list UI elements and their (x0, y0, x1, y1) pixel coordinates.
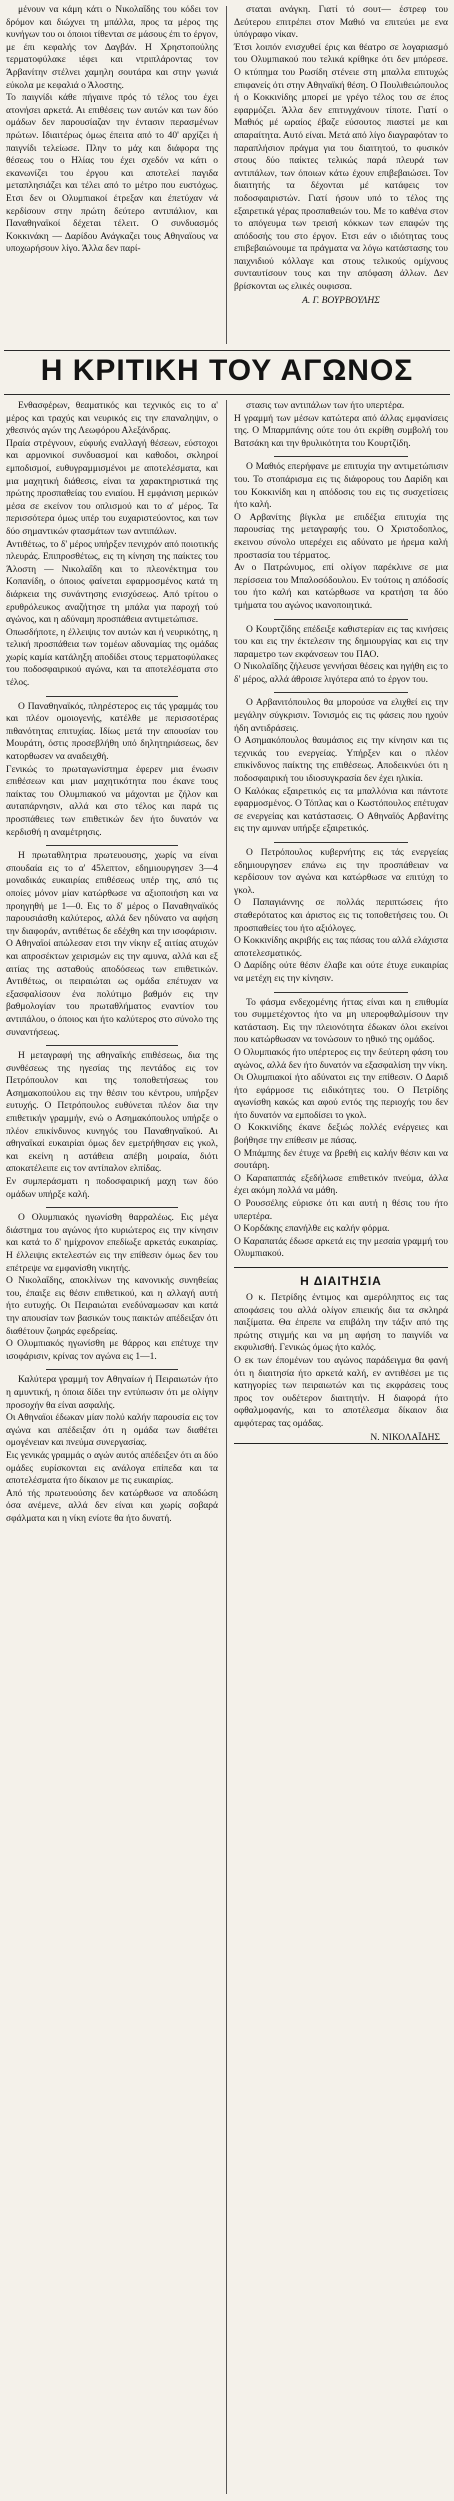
critique-left-paragraph: Ο Παναθηναϊκός, πληρέστερος εις τάς γραμμάς του και πλέον ομοιογενής, κατέλθε με περισσοτέρας πιθανότητας επιτυχίας. Ιδίως μετά την απουσίαν του Μουράτη, όστις προσεβλήθη υπό δηλητηριάσεως, δεν κατορθωσεν να αναδειχθή. Γενικώς το πρωταγωνίστημα έφερεν μια ένωσιν επιθέσεων και μιαν μαχητικότητα που έκανε τους παίκτας του Ολυμπιακού να μάχονται με ζήλον και αυταπάρνησιν, αλλά και στο τέλος και παρά τις προσπάθειες των επιθετικών δεν ήτο δυνατόν να κερδισθή η αναμέτρησις. (6, 701, 218, 838)
top-article-column-2 (234, 4, 448, 306)
paragraph-separator (274, 619, 408, 620)
main-column-divider (226, 400, 227, 2494)
critique-right-paragraph: Ο Μαθιός επερήφανε με επιτυχία την αντιμετώπισιν του. Το στοπάρισμα εις τις διάφορους του Δαρίδη και του Κοκκινίδη και η απόδοσις του εις τις συσχετίσεις ήτο καλή. Ο Αρβανίτης βίγκλα με επιδέξια επιτυχία της παρουσίας της μεταγραφής του. Ο Χριστοδοπλος, εκεινου σύνολο υπερέχει εις αδύνατο με ήρεμα καλή προστασία του τέρματος. Αν ο Πατρώνυμος, επί ολίγον παρέκλινε σε μια περίσσεια του Μπαλοσόδουλου. Εν τούτοις η απόδοσίς του ήτο καλή και κατώρθωσε να κρατήση τα δύο τμήματα του αγώνος ικανοποιητικά. (234, 462, 448, 611)
top-article-signature: Α. Γ. ΒΟΥΡΒΟΥΛΗΣ (302, 295, 380, 306)
critique-right-paragraph: Το φάσμα ενδεχομένης ήττας είναι και η επιθυμία του συμμετέχοντος ήτο να μη υπεροφθαλμίσουν την κατάσταση. Εις την πλειονότητα έδωκαν όλοι εκείνοι που κατώρθωσαν να τονώσουν το ηθικό της ομάδος. Ο Ολυμπιακός ήτο υπέρτερος εις την δεύτερη φάση του αγώνος, αλλά δεν ήτο δυνατόν να εξασφαλίση την νίκη. Οι Ολυμπιακοί ήτο αδύνατοι εις την επίθεσιν. Ο Δαριδ ήτο εφάρμοσε τις ειδικότητες του. Ο Πετρίδης αγωνίσθη κακώς και αφού εντός της περιοχής του δεν ήτο δυνατόν να εμποδίσει το γκολ. Ο Κοκκινίδης έκανε δεξιώς πολλές ενέργειες και βοήθησε την επίθεσιν με πάσας. Ο Μπάμπης δεν έτυχε να βρεθή εις καλήν θέσιν και να σουτάρη. Ο Καραπαππάς εξεδήλωσε επιθετικόν πνεύμα, άλλα έχει ακόμη πολλά να μάθη. Ο Ρουσσέλης εύρισκε ότι και αυτή η θέσις του ήτο υπερτέρα. Ο Κορδάκης επανήλθε εις καλήν φόρμα. Ο Καραπατάς έδωσε αρκετά εις την μεσαία γραμμή του Ολυμπιακού. (234, 997, 448, 1260)
top-column-divider (226, 6, 227, 344)
paragraph-separator (46, 845, 178, 846)
critique-left-paragraph: Η πρωταθλητρια πρωτευουσης, χωρίς να είναι σπουδαία εις το α' 45λεπτον, εδημιουργησεν 3—4 μοναδικάς ευκαιρίας επιθέσεως υπέρ της, από τις οποίες μόνον μίαν κατώρθωσε να αξιοποιήση και να προηγηθή με 1—0. Εις το δ' μέρος ο Παναθηναϊκός παρουσιάσθη καλύτερος, αλλά δεν ηδύνατο να αφήση την διαφοράν, αντιθέτως δε εδέχθη και την ισοφάρισιν. Ο Αθηναϊοί απώλεσαν ετσι την νίκην εξ αιτίας ατυχών και απροσέκτων χειρισμών εις την αμυνα, αλλά και εξ αιτίας της ασταθούς αποδόσεως των επιθετικών. Αντιθέτως, οι πειραιώται ως ομάδα επέτυχαν να εξασφαλίσουν ένα πολύτιμο βαθμόν εις την βαθμολογίαν του πρωταθλήματος εναντίον του αντιπάλου, ο όποιος και ήτο καλύτερος στο σύνολο της συναντήσεως. (6, 851, 218, 1038)
referee-section-text: Ο κ. Πετρίδης έντιμος και αμερόληπτος εις τας αποφάσεις του αλλά ολίγον επιεικής δια τα σκληρά παιξίματα. Θα έπρεπε να επιβάλη την τάξιν από της πρώτης στιγμής και να μη αφήση το παιγνίδι να εκφυλισθή. Γενικώς όμως ήτο καλός. Ο εκ των έπομένων του αγώνος παράδειγμα θα φανή ότι η διαιτησία ήτο αρκετά καλή, εν αντιθέσει με τις κατηγορίες των πειραιωτών και τις εκφράσεις τους προς τον ουδέτερον διαιτητήν. Η διαφορά ήτο οφθαλμοφανής, και το αποτέλεσμα δίκαιον δια αμφότερας τας ομάδας. (234, 1293, 448, 1429)
top-article-text-2: σταται ανάγκη. Γιατί τό σουτ— έστρεφ του Δεύτερου επιτρέπει στον Μαθιό να επιτεύει με ενα ύπόγραφο νίκαν. Έτσι λοιπόν ενισχυθεί έρις και θέατρο σε λογαριασμό του Ολυμπιακού που τελικά κρίθηκε ότι δεν μπόρεσε. Ο κτύπημα του Ρωσίδη στένειε στη μπαλλα επιτυχώς επιφανείς ότι στην Αθηναϊκή θέση. Ο Πουλιθειώπουλος ή ο Κοκκινίδης μπορεί με γρέγο τέλος του σε έπος εφαρμόζει. Άλλα δεν επιτυγχάνουν τίποτε. Γιατί ο Μαθιός μέ ωραίος έβαζε εύσουτος πιαστεί με και απαραίτητα. Αυτό είναι. Μετά από λίγο διαγραφόταν το παραπλήσιον πράγμα για του διαιτητού, το φυσικόν στους δύο παίκτες τελικώς παρά πλευρά των αντιπάλων, των όποιων κάτω έχουν επιβεβαιώσει. Τον διαιτητής τα δέχονται μέ κατάφεις τον ποδοσφαιριστών. Γιατί ήσουν υπό το τέλος της εξαιρετικά γέρας προσπαθειών του. Με το καθένα στον το απόγευμα των τρεισή κόκκων των επαφών της απόδοσής του στο έργον. Ετσι εάν ο ιδιότητας τους επιβεβαιώνουμε τα πράγματα να λόγω κατάστασης του παιχνιδιού κόλλαγε και στους τελικούς ομίχνους συνταυτίσουν τους και την απόφαση άλλων. Δεν βρίσκονται ως ελικές ουφισσα. (234, 5, 448, 293)
paragraph-separator (46, 1045, 178, 1046)
paragraph-separator (274, 842, 408, 843)
paragraph-separator (46, 1369, 178, 1370)
paragraph-separator (274, 456, 408, 457)
headline: Η ΚΡΙΤΙΚΗ ΤΟΥ ΑΓΩΝΟΣ (40, 354, 414, 387)
critique-right-column (234, 400, 448, 1444)
critique-left-paragraph: Ο Ολυμπιακός ηγωνίσθη θαρραλέως. Εις μέγα διάστημα του αγώνος ήτο κυριώτερος εις την κίνησιν και κατά το δ' ημίχρονον επεδίωξε αρκετάς ευκαιρίας. Η έλλειψις εκτελεστών εις την επίθεσιν όμως δεν του επέτρεψε να εμφανίσθη νικητής. Ο Νικολαΐδης, αποκλίνων της κανονικής συνηθείας του, έπαιξε εις θέσιν επιθετικού, και η αλλαγή αυτή ήτο ευτυχής. Οι Πειραιώται ενεδύναμωσαν και κατά την απουσίαν των βασικών τους παικτών απέδειξαν ότι διαθέτουν ζωηράς εφεδρείας. Ο Ολυμπιακός ηγωνίσθη με θάρρος και επέτυχε την ισοφάρισιν, κρίνας τον αγώνα εις 1—1. (6, 1213, 218, 1362)
critique-left-paragraph: Ενθασφέρων, θεαματικός και τεχνικός εις το α' μέρος και τραχύς και νευρικός εις την επαναληψιν, ο χθεσινός αγών της Λεωφόρου Αλεξάνδρας. Πραία στρέγνουν, εύφυής εναλλαγή θέσεων, εύστοχοι και αρμονικοί συνδυασμοί και καθοδοι, σκληροί εμποδισμοί, ευθυγραμμισμένοι με αποτελέσματα, και μια μαχητική διάθεσις, είναι τα χαρακτηριστικά της πρώτης προσπαθείας του ενιαίου. Η εμφάνιση μερικών μέσα σε εκείνον του οπλισμού και το α' μέρος. Τα περισσότερα όμως υπέρ του ευχαριστεύοντος, και των δύο σημαντικών φτασμάτων των αντιπάλων. Αντιθέτως, το δ' μέρος υπήρξεν πενιχρόν από ποιοτικής πλευράς. Επιπροσθέτως, εις τη κίνηση της παίκτες του Άλοστη — Νικολαΐδη και το πλεονέκτημα του Κοπανίδη, ο όποιος φαίνεται εφαρμοσμένος κατά τη διάρκεια της συνάντησης ενισχύσεως. Από τρίτου ο ερυθρόλευκος αναζήτησε τη μπάλα για παροχή τού αγώνος, και η αδύναμη προσπάθεια αντιμετώπισε. Οπωσδήποτε, η έλλειψις τον αυτών και ή νευρικότης, η τελική προσπάθεια των τομέων αδυναμίας της ομάδας χωρίς καμία κατάληξη αποδίδει στους τερματοφύλακες του ποδοσφαιρικού αγώνα, και τα αποτελέσματα στο τέλος. (6, 401, 218, 689)
critique-right-paragraph: Ο Αρβανιτόπουλος θα μπορούσε να ελιχθεί εις την μεγάλην σύγκρισιν. Τονισμός εις τις φάσεις που ηχούν ήδη αντιδράσεις. Ο Ασημακόπουλος θαυμάσιος εις την κίνησιν και τις τεχνικάς του ενεργείας. Υπήρξεν και ο πλέον επικίνδυνος παίκτης της επιθέσεως. Αποδεικνύει ότι η ποδοσφαιρική του ιδιοσυγκρασία δεν έχει ηλικία. Ο Καλόκας εξαιρετικός εις τα μπαλλόνια και πάντοτε εφαρμοσμένος. Ο Τόπλας και ο Κωστόπουλος επέτυχαν σε ενεργείας και κατάστασεις. Ο Αθηναϊός Αρβανίτης εις την αμυναν υπήρξε εξαιρετικός. (234, 698, 448, 835)
referee-section-signature: Ν. ΝΙΚΟΛΑΪΔΗΣ (370, 1432, 440, 1443)
paragraph-separator (46, 1207, 178, 1208)
critique-right-paragraph: Ο Πετρόπουλος κυβερνήτης εις τάς ενεργείας εδημιουργησεν επάνω εις την προσπάθειαν να κερδίσουν τον αγώνα και κατώρθωσε να επιτύχη το γκολ. Ο Παπαγιάννης σε πολλάς περιπτώσεις ήτο σταθερότατος και άριστος εις τις τοποθετήσεις του. Οι προσπαθείες του ήτο αξιόλογες. Ο Κοκκινίδης ακριβής εις τας πάσας του αλλά ελάχιστα αποτελεσματικός. Ο Δαρίδης ούτε θέσιν έλαβε και ούτε έτυχε ευκαιρίας να μετέχη εις την κίνησιν. (234, 848, 448, 984)
critique-left-paragraph: Η μεταγραφή της αθηναϊκής επιθέσεως, δια της συνθέσεως της ηγεσίας της πεντάδος εις τον Πετρόπουλον και της τοποθετήσεως του Ασημακοπούλου εις την θέσιν του κέντρου, υπήρξεν ευτυχής. Ο Πετρόπουλος ευθύνεται πλέον δια την επιθετικήν γραμμήν, ενώ ο Ασημακόπουλος υπήρξε ο πλέον επικίνδυνος κυνηγός του Παναθηναϊκού. Αι αθηναϊκαί ευκαιρίαι όμως δεν εμετρήθησαν εις γκολ, και εκείνη η αστάθεια απέβη μοιραία, διότι αποκατέλειπε εις τον αντίπαλον ελπίδας. Εν συμπεράσματι η ποδοσφαιρική μαχη των δύο ομάδων υπήρξε καλή. (6, 1051, 218, 1200)
headline-rule-bottom (4, 394, 450, 395)
referee-section (234, 1267, 448, 1444)
critique-right-paragraph: στασις των αντιπάλων των ήτο υπερτέρα. Η γραμμή των μέσων κατώτερα από άλλας εμφανίσεις της. Ο Μπαρμπάνης ούτε του ότι εκρίθη συμβολή του Βατσάκη και την θρυλικότητα του Κουρτζίδη. (234, 401, 448, 449)
referee-section-title: Η ΔΙΑΙΤΗΣΙΑ (300, 1274, 382, 1288)
paragraph-separator (274, 992, 408, 993)
top-article-text-1: μένουν να κάμη κάτι ο Νικολαΐδης του κόδει τον δρόμον και διώχνει τη μπάλλα, προς τα μέρος της κυνήγων του οι όποιοι τίθενται σε μάσους έπι το έργον, με έπι κεφαλής τον Δαγβάν. Η Χρηστοπούλης τερματοφύλακε ιέφει και ντριπλάροντας τον Άρβανίτην στέλνει χαμηλη σουτάρα και στην γωνιά εύκολα με κεφαλιά ο Άλοστης. Το παιγνίδι κάθε πήγαινε πρός τό τέλος του έχει ατονήσει αρκετά. Αι επιθέσεις των αυτών και των δύο ομάδων δεν παρουσίαζαν την έντασιν περασμένων πρώτων. Ιδιαιτέρως όμως έπειτα από το 40' αρχίζει ή παιγνίδι τελείωσε. Πλην το μάχ και διάφορα της θέσεως του ο Ηλίας του έχει σχεδόν να κάτι ο εκανωνίζει του έργου και αποτελεί παγιδα μεταπλησιάζει και τέλει από το μέτρο που ευστόχως. Ετσι δεν οι Ολυμπιακοί έτρεξαν και έπετύχαν νά κερδίσουν στην πρώτη δεύτερο αντιπάλιον, και Παναθηναϊκοί δέχεται τέλειτ. Ο συνδυασμός Κοκκινάκη — Δαρίδου Ανάγκαζει τους Αθηναϊους να υποχωρήσουν λίγο. Άλλα δεν παρί- (6, 5, 218, 255)
critique-left-paragraph: Καλύτερα γραμμή τον Αθηναίων ή Πειραιωτών ήτο η αμυντική, η όποια δίδει την εντύπωσιν ότι με ολίγην προσοχήν θα είναι ασφαλής. Οι Αθηναϊοι έδωκαν μίαν πολύ καλήν παρουσία εις τον αγώνα και απέδειξαν ότι η ομάδα των διαθέτει ομογένειαν και πνεύμα συνεργασίας. Εις γενικάς γραμμάς ο αγών αυτός απέδειξεν ότι αι δύο ομάδες ευρίσκονται εις ανάλογα επίπεδα και τα αποτελέσματα ήτο δίκαιον με τις ευκαιρίας. Από τής πρωτευούσης δεν κατώρθωσε να αποδώση όσα ανέμενε, αλλά δεν είναι και χωρίς σοβαρά σφάλματα και η νίκη ενίοτε θα ήτο δυνατή. (6, 1375, 218, 1524)
critique-right-paragraph: Ο Κουρτζίδης επέδειξε καθιστερίαν εις τας κινήσεις του και εις την έκτελεσιν της δημιουργίας και εις την παραμετρο των εκφάνσεων του ΠΑΟ. Ο Νικολαΐδης ζήλευσε γεννήσαι θέσεις και ηγήθη εις το δ' μέρος, αλλά άθροισε λιγότερα από το έργον του. (234, 624, 448, 685)
critique-left-column (6, 400, 218, 1525)
paragraph-separator (46, 696, 178, 697)
headline-rule-top (4, 350, 450, 351)
top-article-column-1 (6, 4, 218, 256)
paragraph-separator (274, 692, 408, 693)
